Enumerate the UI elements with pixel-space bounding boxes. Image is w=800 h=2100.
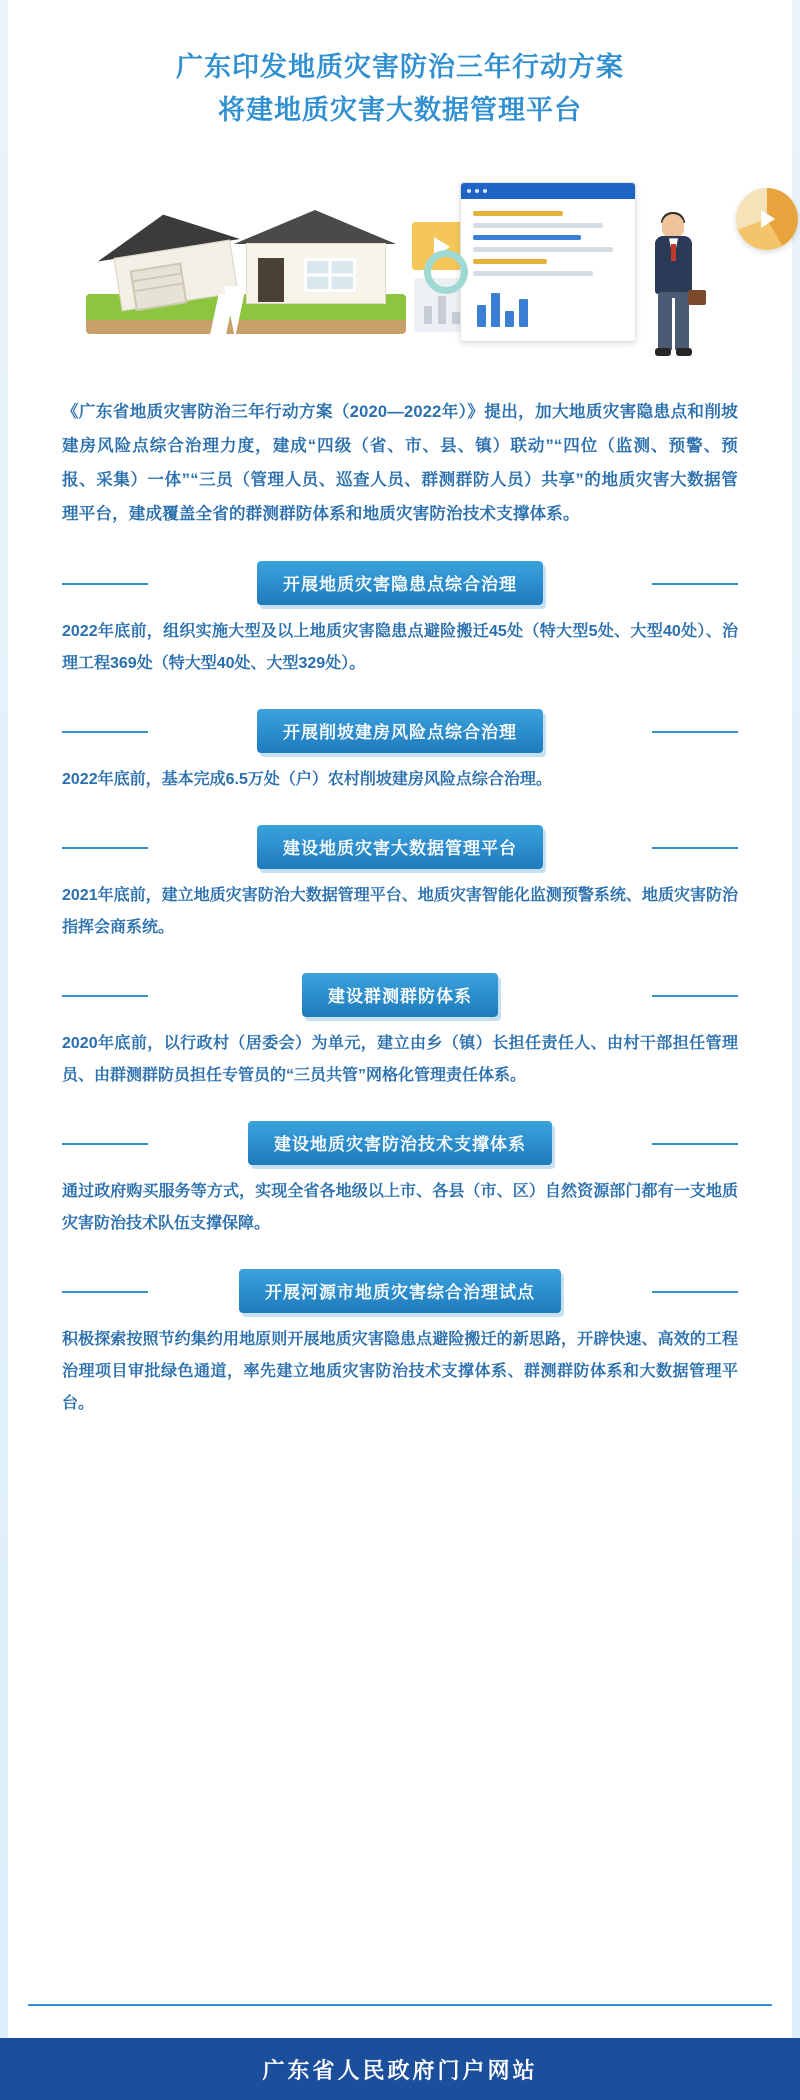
section-5: [28, 1120, 772, 1240]
section-1-body: 2022年底前，组织实施大型及以上地质灾害隐患点避险搬迁45处（特大型5处、大型40处）、治理工程369处（特大型40处、大型329处）。: [62, 622, 738, 672]
section-2-heading: 开展削坡建房风险点综合治理: [257, 709, 543, 753]
rule-left: [62, 583, 148, 585]
screen-line-5: [473, 259, 547, 264]
screen-line-4: [473, 247, 613, 252]
shoe-left-icon: [655, 348, 671, 356]
ground-soil-icon: [86, 320, 406, 334]
section-2: [28, 708, 772, 796]
lead-paragraph: 《广东省地质灾害防治三年行动方案（2020—2022年）》提出，加大地质灾害隐患点和削坡建房风险点综合治理力度，建成“四级（省、市、县、镇）联动”“四位（监测、预警、预报、采集）一体”“三员（管理人员、巡查人员、群测群防人员）共享”的地质灾害大数据管理平台，建成覆盖全省的群测群防体系和地质灾害防治技术支撑体系。: [62, 403, 738, 523]
section-3: [28, 824, 772, 944]
left-edge-strip: [0, 0, 8, 2100]
bar-3: [452, 312, 460, 324]
rule-right: [652, 1143, 738, 1145]
right-edge-strip: [792, 0, 800, 2100]
rule-left: [62, 1143, 148, 1145]
screen-bar-2: [491, 293, 500, 327]
rule-right: [652, 731, 738, 733]
section-5-header: [28, 1120, 772, 1166]
screen-line-2: [473, 223, 603, 228]
legs-icon: [658, 292, 689, 350]
rule-right: [652, 1291, 738, 1293]
section-1-header: [28, 560, 772, 606]
briefcase-icon: [688, 290, 706, 305]
screen-bar-1: [477, 305, 486, 327]
screen-line-6: [473, 271, 593, 276]
section-4-header: [28, 972, 772, 1018]
rule-left: [62, 1291, 148, 1293]
donut-chart-icon: [736, 188, 798, 250]
rule-right: [652, 995, 738, 997]
section-6: [28, 1268, 772, 1420]
footer-bar: [0, 2038, 800, 2100]
rule-right: [652, 583, 738, 585]
section-6-heading: 开展河源市地质灾害综合治理试点: [239, 1269, 561, 1313]
section-1-heading: 开展地质灾害隐患点综合治理: [257, 561, 543, 605]
footer-site-name: 广东省人民政府门户网站: [262, 2057, 538, 2083]
page-title: [28, 0, 772, 132]
dashboard-screen-icon: [460, 182, 636, 342]
hero-illustration: [28, 144, 772, 374]
screen-line-1: [473, 211, 563, 216]
rule-left: [62, 995, 148, 997]
section-5-body: 通过政府购买服务等方式，实现全省各地级以上市、各县（市、区）自然资源部门都有一支地质灾害防治技术队伍支撑保障。: [62, 1182, 738, 1232]
poster-content: [28, 0, 772, 1420]
screen-line-3: [473, 235, 581, 240]
section-4-heading: 建设群测群防体系: [302, 973, 498, 1017]
section-6-header: [28, 1268, 772, 1314]
section-3-header: [28, 824, 772, 870]
window-titlebar-icon: [461, 183, 635, 199]
screen-bar-3: [505, 311, 514, 327]
shoe-right-icon: [676, 348, 692, 356]
section-4: [28, 972, 772, 1092]
house-window-icon: [304, 258, 356, 292]
house-roof-icon: [234, 210, 396, 244]
footer: [0, 2004, 800, 2100]
rule-left: [62, 847, 148, 849]
section-1: [28, 560, 772, 680]
house-icon: [240, 210, 390, 302]
house-door-icon: [258, 258, 284, 302]
garage-door-icon: [130, 263, 188, 312]
bar-2: [438, 296, 446, 324]
title-line-2: 将建地质灾害大数据管理平台: [218, 95, 582, 126]
head-icon: [662, 214, 684, 238]
ground-fissure-icon: [224, 286, 246, 338]
title-line-1: 广东印发地质灾害防治三年行动方案: [176, 52, 624, 82]
section-4-body: 2020年底前，以行政村（居委会）为单元，建立由乡（镇）长担任责任人、由村干部担任管理员、由群测群防员担任专管员的“三员共管”网格化管理责任体系。: [62, 1034, 738, 1084]
businessman-icon: [642, 214, 706, 364]
section-2-header: [28, 708, 772, 754]
section-2-body: 2022年底前，基本完成6.5万处（户）农村削坡建房风险点综合治理。: [62, 770, 552, 788]
rule-right: [652, 847, 738, 849]
bar-1: [424, 306, 432, 324]
screen-bar-4: [519, 299, 528, 327]
rule-left: [62, 731, 148, 733]
section-3-heading: 建设地质灾害大数据管理平台: [257, 825, 543, 869]
section-5-heading: 建设地质灾害防治技术支撑体系: [248, 1121, 552, 1165]
tie-icon: [671, 244, 676, 261]
footer-divider: [28, 2004, 772, 2006]
section-6-body: 积极探索按照节约集约用地原则开展地质灾害隐患点避险搬迁的新思路，开辟快速、高效的工程治理项目审批绿色通道，率先建立地质灾害防治技术支撑体系、群测群防体系和大数据管理平台。: [62, 1330, 738, 1412]
section-3-body: 2021年底前，建立地质灾害防治大数据管理平台、地质灾害智能化监测预警系统、地质灾害防治指挥会商系统。: [62, 886, 738, 936]
